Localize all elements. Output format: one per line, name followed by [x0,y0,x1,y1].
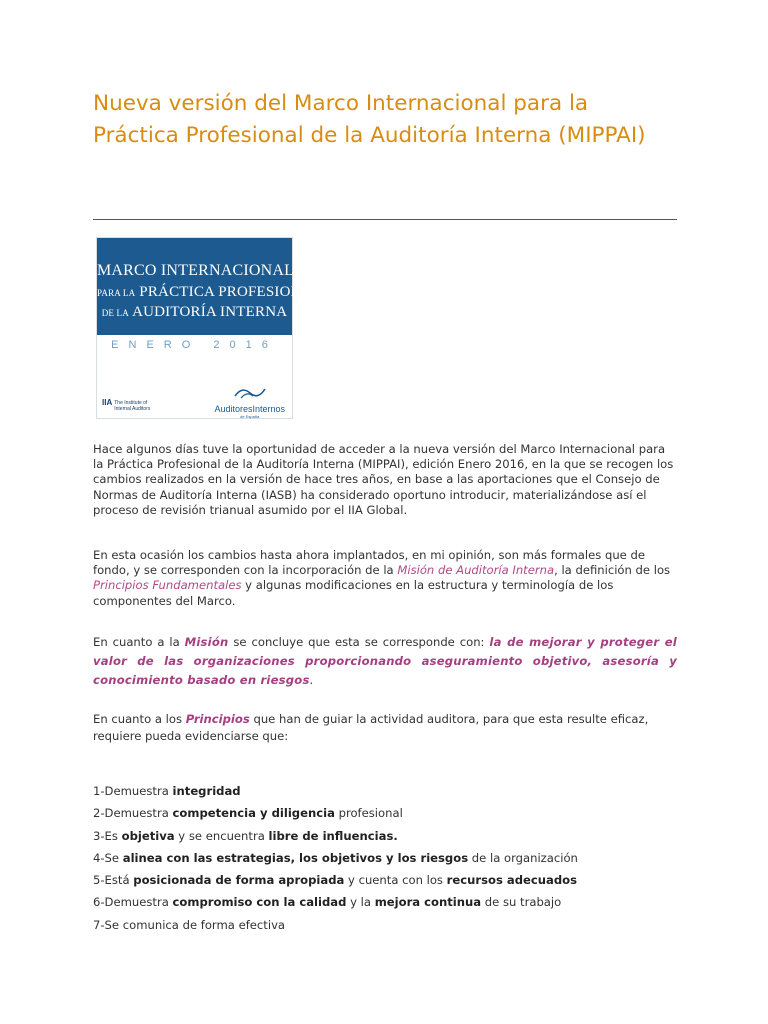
list-item [93,851,677,873]
iia-logo [102,400,152,412]
principios-link[interactable]: Principios Fundamentales [93,578,242,593]
list-item [93,829,677,851]
cover-title-band [97,238,323,335]
principle-1-emphasis: integridad [172,784,241,798]
principle-7-text: 7-Se comunica de forma efectiva [93,917,286,932]
principle-4-emphasis: alinea con las estrategias, los objetivos y los riesgos [122,850,469,865]
mission-quote: la de mejorar y proteger el valor de las organizaciones proporcionando aseguramiento objetivo, asesoría y conocimiento basado en riesgos [93,635,677,687]
cover-title-line-3-small: DE LA [101,308,129,318]
principle-3-text-mid: y se encuentra [174,828,269,843]
principles-intro-text-1: En cuanto a los [93,712,186,726]
list-item [93,918,677,940]
changes-text-2: , la definición de los [554,563,671,578]
intro-paragraph: Hace algunos días tuve la oportunidad de acceder a la nueva versión del Marco Internacional para la Práctica Profesional de la Auditoría Interna (MIPPAI), edición Enero 2016, en la que se recogen los cambios realizados en la versión de hace tres años, en base a las aportaciones que el Consejo de Normas de Auditoría Interna (IASB) ha considerado oportuno introducir, materializándose así el proceso de revisión trianual asumido por el IIA Global. [93,442,674,517]
changes-text-1: En esta ocasión los cambios hasta ahora implantados, en mi opinión, son más formales que de fondo, y se corresponden con la incorporación de la [93,548,645,578]
principles-intro [93,711,677,745]
cover-title-line-2-small: PARA LA [97,288,136,298]
principles-list [93,784,677,940]
principle-4-text: 4-Se [93,850,123,865]
mission-paragraph [93,633,677,690]
auditores-wave-icon [233,384,267,400]
auditores-logo-name: AuditoresInternos [214,404,285,414]
list-item [93,895,677,917]
principle-3-emphasis-2: libre de influencias. [268,828,398,843]
mission-term: Misión [184,635,229,649]
principle-6-text: 6-Demuestra [93,895,173,910]
title-divider [93,219,677,220]
principle-5-text: 5-Está [93,873,134,888]
changes-paragraph [93,548,677,609]
cover-title-line-2 [97,284,323,301]
mission-end: . [309,673,314,687]
principle-5-text-mid: y cuenta con los [344,873,447,888]
principles-intro-text-2: que han de guiar la actividad auditora, para que esta resulte eficaz, requiere pueda evidenciarse que: [93,712,649,743]
changes-text-3: y algunas modificaciones en la estructura y terminología de los componentes del Marco. [93,578,614,608]
principle-2-text-end: profesional [334,806,403,821]
principle-6-text-end: de su trabajo [481,895,562,910]
mission-text-1: En cuanto a la [93,635,185,649]
auditores-logo-sub: de España [240,414,260,419]
principle-3-emphasis: objetiva [121,828,175,843]
iia-logo-text: The Institute of Internal Auditors [114,400,151,412]
principle-5-emphasis-2: recursos adecuados [446,873,577,888]
cover-title-line-1: MARCO INTERNACIONAL [97,262,295,279]
principle-2-emphasis: competencia y diligencia [172,806,335,821]
principle-3-text: 3-Es [93,828,122,843]
principle-2-text: 2-Demuestra [93,806,173,821]
principle-4-text-end: de la organización [468,850,578,865]
cover-image [96,237,323,419]
cover-title-line-3-main: AUDITORÍA INTERNA [132,304,288,320]
principle-6-text-mid: y la [346,895,375,910]
mision-link[interactable]: Misión de Auditoría Interna [397,563,555,578]
principle-6-emphasis: compromiso con la calidad [172,895,347,910]
list-item [93,806,677,828]
list-item [93,873,677,895]
list-item [93,784,677,806]
iia-logo-mark: IIA [102,398,113,407]
principle-1-text: 1-Demuestra [93,784,173,798]
principles-term: Principios [185,712,250,726]
cover-title-line-2-main: PRÁCTICA PROFESIONAL [139,284,323,300]
principle-6-emphasis-2: mejora continua [374,895,482,910]
cover-date: ENERO 2016 [111,339,278,351]
page-title: Nueva versión del Marco Internacional para la Práctica Profesional de la Auditoría Interna (MIPPAI) [93,91,646,148]
auditores-internos-logo [214,384,285,419]
principle-5-emphasis: posicionada de forma apropiada [133,873,345,888]
mission-text-2: se concluye que esta se corresponde con: [228,635,490,649]
cover-title-line-3 [97,304,292,321]
